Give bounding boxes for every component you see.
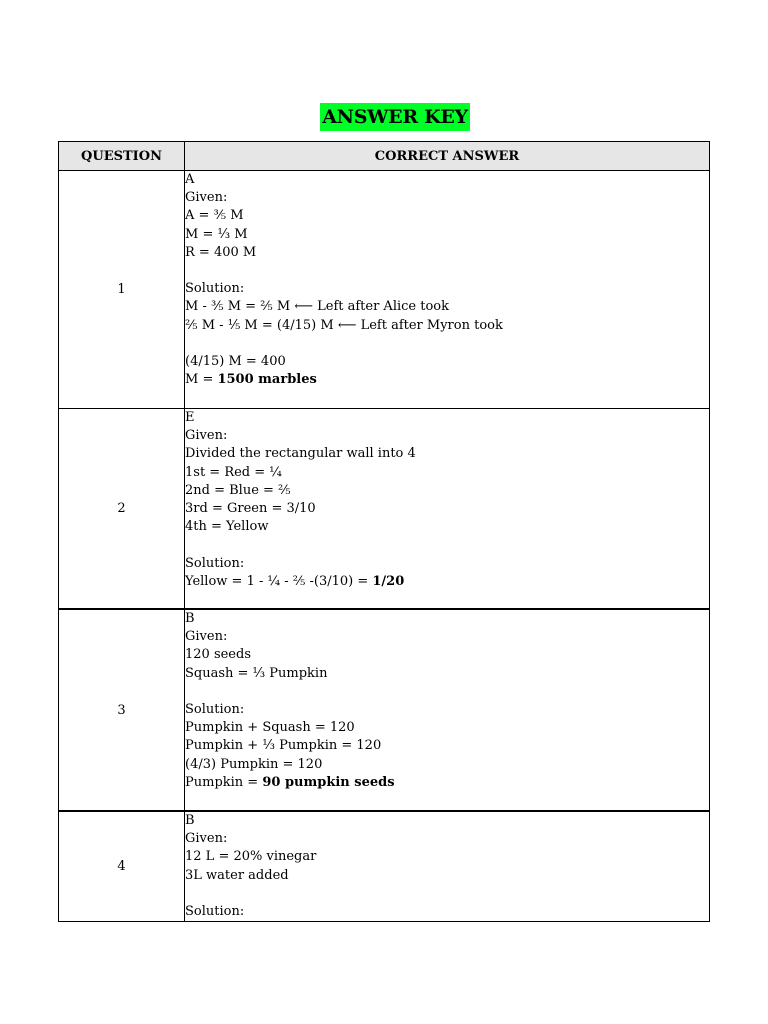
answer-line-text: Given: [185, 190, 228, 206]
answer-line-text: ⅖ M - ⅕ M = (4/15) M ⟵ Left after Myron took [185, 317, 503, 333]
answer-line-text: (4/3) Pumpkin = 120 [185, 756, 323, 772]
answer-cell [185, 609, 710, 811]
question-column-header: QUESTION [59, 142, 185, 171]
answer-key-table [58, 141, 710, 922]
answer-line [185, 610, 709, 628]
answer-line-text: 12 L = 20% vinegar [185, 849, 317, 865]
answer-line [185, 464, 709, 482]
answer-cell [185, 171, 710, 409]
answer-cell [185, 811, 710, 922]
answer-line [185, 885, 709, 903]
answer-line [185, 226, 709, 244]
answer-line-text: Given: [185, 629, 228, 645]
answer-line [185, 646, 709, 664]
answer-line [185, 445, 709, 463]
answer-line-text: A [185, 172, 195, 187]
answer-line [185, 298, 709, 316]
answer-line-text: B [185, 813, 195, 828]
answer-line [185, 244, 709, 262]
answer-line [185, 555, 709, 573]
question-number: 2 [59, 409, 185, 610]
answer-line [185, 317, 709, 335]
page-title: ANSWER KEY [320, 103, 470, 131]
answer-line [185, 830, 709, 848]
answer-line [185, 719, 709, 737]
answer-line [185, 371, 709, 389]
table-row [59, 609, 710, 811]
answer-line-text: B [185, 611, 195, 626]
answer-line-text: 1st = Red = ¼ [185, 464, 282, 480]
answer-line-text: M - ⅗ M = ⅖ M ⟵ Left after Alice took [185, 299, 449, 315]
answer-line-text: E [185, 410, 195, 425]
answer-cell [185, 409, 710, 610]
answer-line-text: Yellow = 1 - ¼ - ⅖ -(3/10) = [185, 573, 373, 589]
answer-line-text: M = ⅓ M [185, 226, 248, 242]
answer-line [185, 262, 709, 280]
answer-line [185, 518, 709, 536]
answer-line [185, 536, 709, 554]
answer-line [185, 482, 709, 500]
answer-line-text: R = 400 M [185, 244, 257, 260]
answer-line-text: (4/15) M = 400 [185, 354, 286, 369]
answer-line-text: Divided the rectangular wall into 4 [185, 446, 416, 462]
answer-column-header: CORRECT ANSWER [185, 142, 710, 171]
answer-line [185, 683, 709, 701]
answer-line [185, 848, 709, 866]
question-number: 4 [59, 811, 185, 922]
answer-line [185, 812, 709, 830]
final-answer: 1/20 [372, 573, 405, 589]
answer-line-text: 3rd = Green = 3/10 [185, 501, 316, 517]
final-answer: 90 pumpkin seeds [262, 774, 395, 790]
answer-line-text: 120 seeds [185, 647, 251, 663]
answer-line [185, 867, 709, 885]
answer-line-text: Solution: [185, 281, 245, 297]
answer-line [185, 628, 709, 646]
question-number: 1 [59, 171, 185, 409]
answer-line [185, 701, 709, 719]
title-container [0, 103, 768, 133]
answer-line [185, 335, 709, 353]
answer-line [185, 353, 709, 371]
answer-line [185, 665, 709, 683]
answer-line [185, 774, 709, 792]
answer-line [185, 189, 709, 207]
table-row [59, 171, 710, 409]
answer-line [185, 737, 709, 755]
answer-line-text: Given: [185, 831, 228, 847]
answer-line-text: Solution: [185, 702, 245, 717]
question-number: 3 [59, 609, 185, 811]
answer-line [185, 427, 709, 445]
table-row [59, 811, 710, 922]
answer-line-text: Solution: [185, 555, 245, 571]
answer-line [185, 171, 709, 189]
answer-line [185, 500, 709, 518]
answer-line [185, 573, 709, 591]
answer-line-text: 2nd = Blue = ⅖ [185, 482, 291, 498]
answer-line-text: A = ⅗ M [185, 208, 244, 224]
answer-line [185, 280, 709, 298]
answer-line-text: Solution: [185, 904, 245, 919]
answer-line-text: 4th = Yellow [185, 519, 269, 535]
answer-line-text: Squash = ⅓ Pumpkin [185, 665, 328, 681]
answer-line [185, 409, 709, 427]
table-header-row [59, 142, 710, 171]
answer-line-text: 3L water added [185, 867, 289, 883]
table-row [59, 409, 710, 610]
answer-line [185, 903, 709, 921]
answer-line [185, 756, 709, 774]
answer-line-text: Pumpkin + ⅓ Pumpkin = 120 [185, 738, 382, 754]
answer-line [185, 207, 709, 225]
final-answer: 1500 marbles [217, 372, 317, 388]
answer-line-text: Pumpkin + Squash = 120 [185, 720, 355, 736]
answer-line-text: Pumpkin = [185, 774, 263, 790]
answer-line-text: Given: [185, 428, 228, 444]
answer-line-text: M = [185, 372, 218, 388]
